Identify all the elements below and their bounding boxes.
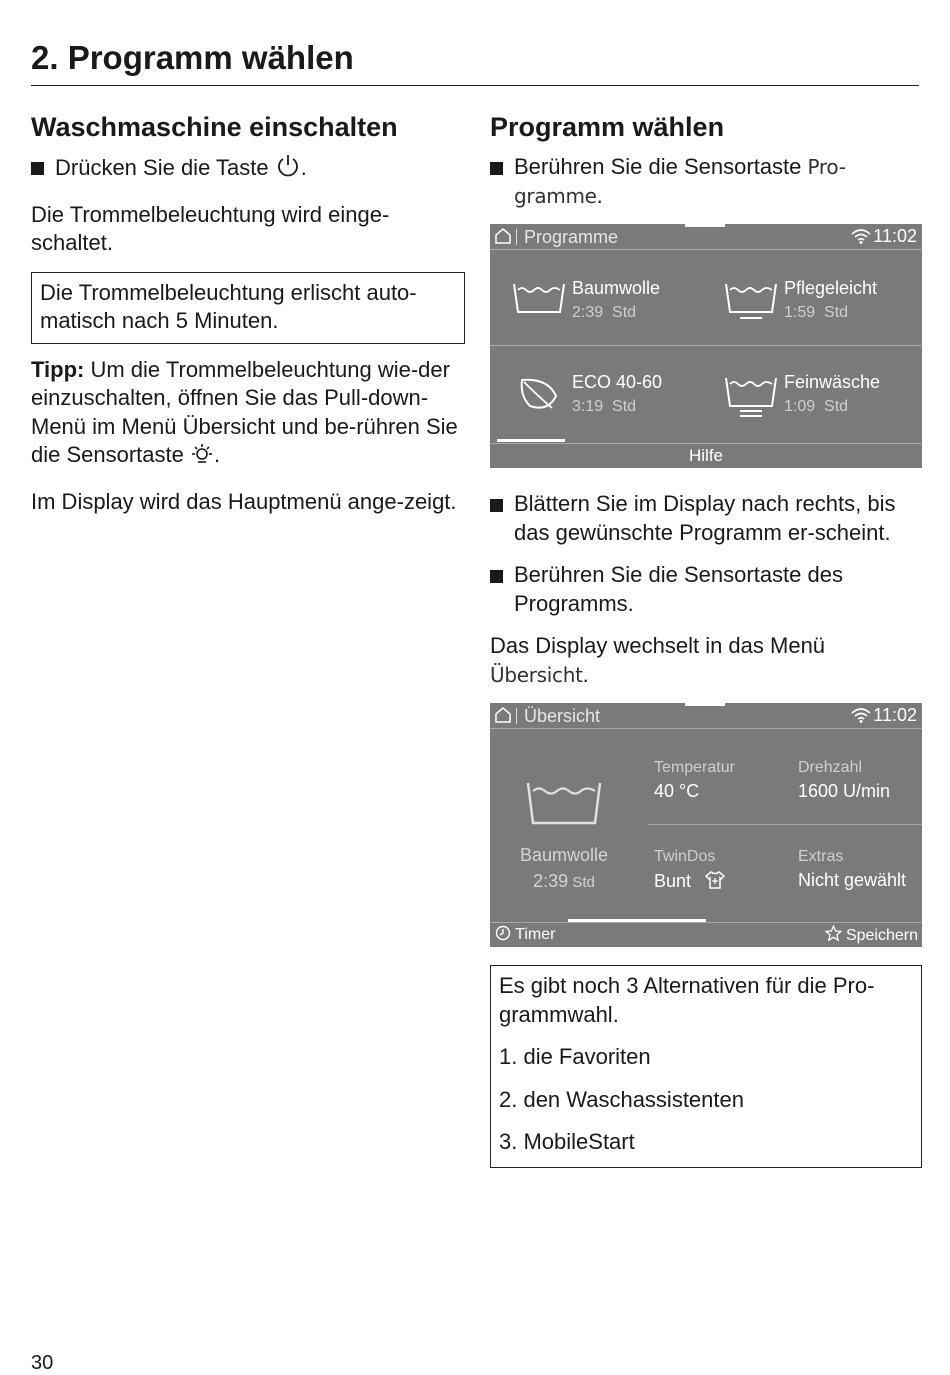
light-icon	[190, 442, 214, 474]
display-header	[490, 703, 922, 729]
alternative-item: 1. die Favoriten	[499, 1044, 651, 1069]
clock-time: 11:02	[873, 705, 917, 725]
main-menu-text: Im Display wird das Hauptmenü ange-zeigt.	[31, 488, 457, 514]
wifi-icon	[850, 706, 872, 729]
bullet-square	[490, 162, 503, 175]
right-column	[490, 110, 922, 1168]
note-text: Die Trommelbeleuchtung erlischt auto-matisch nach 5 Minuten.	[40, 279, 417, 333]
header-separator	[516, 708, 517, 724]
tip-paragraph: Tipp: Um die Trommelbeleuchtung wie-der einzuschalten, öffnen Sie das Pull-down-Menü im Menü Übersicht und be-rühren Sie die Sensortaste .	[31, 356, 465, 474]
settings-divider	[648, 824, 922, 825]
home-icon[interactable]	[494, 227, 512, 250]
step-scroll-right: Blättern Sie im Display nach rechts, bis das gewünschte Programm er-scheint.	[490, 490, 922, 547]
title-rule	[31, 85, 919, 86]
wash-basin-two-bars-icon	[724, 374, 778, 425]
clock-time: 11:02	[873, 226, 917, 246]
section-heading-select-program: Programm wählen	[490, 112, 725, 142]
program-tile-pflegeleicht[interactable]: Pflegeleicht 1:59 Std	[702, 252, 912, 342]
wash-basin-one-bar-icon	[724, 280, 778, 327]
program-duration: 2:39 Std	[533, 871, 595, 891]
bullet-square	[490, 499, 503, 512]
drum-light-text: Die Trommelbeleuchtung wird einge-schaltet.	[31, 201, 390, 255]
display-footer	[490, 922, 922, 947]
section-heading-switch-on: Waschmaschine einschalten	[31, 112, 398, 142]
header-separator	[516, 229, 517, 245]
home-icon[interactable]	[494, 706, 512, 729]
note-box	[31, 272, 465, 344]
program-tile-eco-40-60[interactable]: ECO 40-60 3:19 Std	[490, 346, 700, 436]
save-button[interactable]: Speichern	[825, 925, 919, 947]
extras-setting[interactable]: Extras Nicht gewählt	[798, 848, 907, 890]
twindos-setting[interactable]: TwinDos Bunt	[654, 848, 726, 895]
timer-button[interactable]: Timer	[495, 925, 555, 946]
alternative-item: 2. den Waschassistenten	[499, 1086, 744, 1112]
wifi-icon	[850, 227, 872, 250]
spin-setting[interactable]: Drehzahl 1600 U/min	[798, 759, 891, 801]
display-title: Übersicht	[524, 706, 601, 726]
alternatives-box	[490, 965, 922, 1168]
alternatives-intro: Es gibt noch 3 Alternativen für die Pro-grammwahl.	[499, 973, 875, 1027]
program-tile-baumwolle[interactable]: Baumwolle 2:39 Std	[490, 252, 700, 342]
display-header	[490, 224, 922, 250]
bullet-square	[31, 162, 44, 175]
ui-label-programme: Pro-gramme	[514, 155, 846, 208]
leaf-icon	[518, 374, 560, 421]
page-title: 2. Programm wählen	[31, 39, 354, 76]
power-icon	[275, 153, 301, 187]
step-touch-programs: Berühren Sie die Sensortaste Pro-gramme.	[490, 153, 922, 210]
temperature-setting[interactable]: Temperatur 40 °C	[654, 759, 735, 801]
bullet-square	[490, 570, 503, 583]
display-programs	[490, 224, 922, 468]
page-number: 30	[31, 1352, 54, 1374]
star-icon	[825, 925, 842, 947]
tip-label: Tipp:	[31, 356, 85, 382]
step-press-power: Drücken Sie die Taste .	[31, 153, 465, 187]
shirt-icon	[704, 870, 726, 895]
display-overview	[490, 703, 922, 947]
step-touch-program: Berühren Sie die Sensortaste des Programms.	[490, 561, 922, 618]
left-column	[31, 110, 465, 530]
wash-basin-icon	[526, 779, 602, 832]
ui-label-uebersicht: Übersicht	[490, 662, 583, 687]
alternative-item: 3. MobileStart	[499, 1129, 635, 1154]
display-title: Programme	[524, 227, 619, 247]
overview-text: Das Display wechselt in das Menü Übersicht.	[490, 633, 826, 687]
clock-icon	[495, 925, 511, 946]
help-button[interactable]: Hilfe	[490, 443, 922, 468]
program-tile-feinwaesche[interactable]: Feinwäsche 1:09 Std	[702, 346, 912, 436]
wash-basin-icon	[512, 280, 566, 321]
program-name: Baumwolle	[519, 845, 609, 865]
scroll-indicator	[497, 439, 565, 442]
